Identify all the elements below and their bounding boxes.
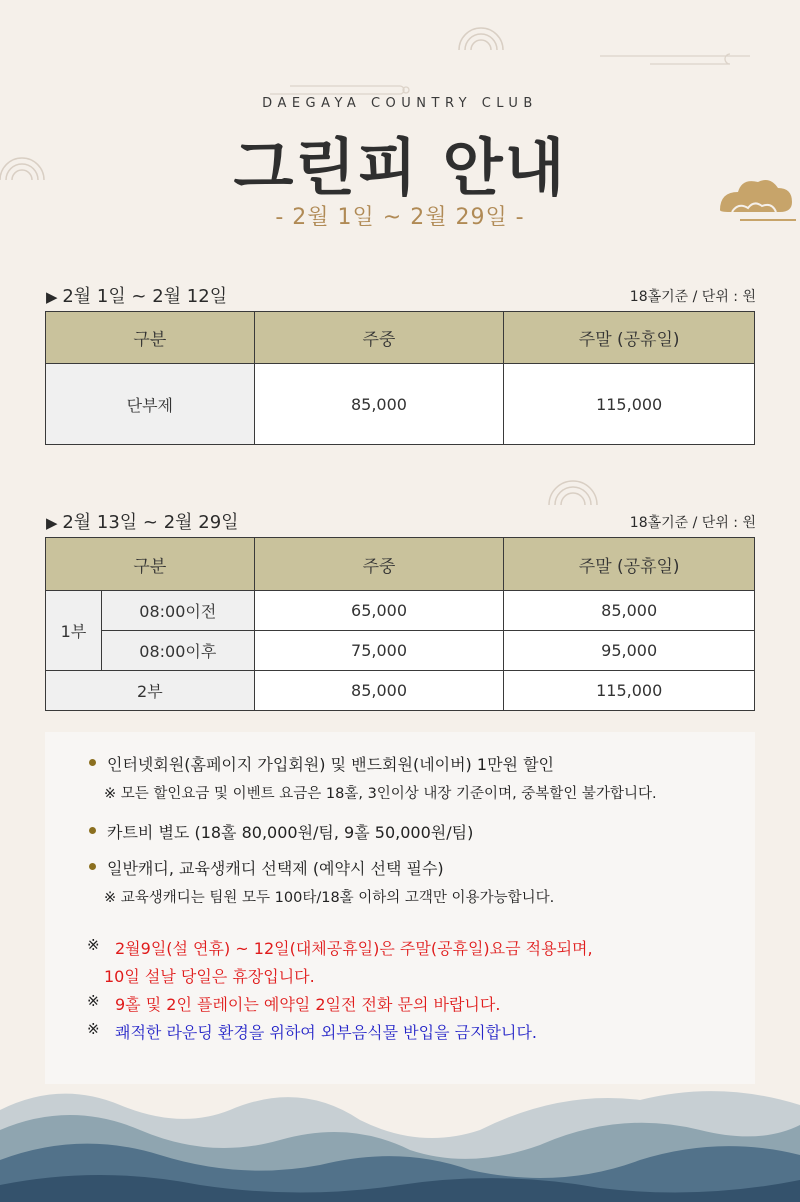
note-bullet-caddie: 일반캐디, 교육생캐디 선택제 (예약시 선택 필수): [107, 856, 444, 879]
section2-fee-table: [45, 537, 755, 711]
row-weekend-fee: 95,000: [504, 631, 755, 671]
header-weekend: 주말 (공휴일): [504, 312, 755, 364]
club-name: DAEGAYA COUNTRY CLUB: [262, 96, 538, 111]
table-row: [46, 364, 755, 445]
part1-cell: 1부: [46, 591, 102, 671]
header-weekday: 주중: [254, 312, 504, 364]
table-header-row: [46, 538, 755, 591]
reference-mark: ※: [87, 936, 100, 954]
row-weekday-fee: 85,000: [254, 364, 504, 445]
note-bullet-discount: 인터넷회원(홈페이지 가입회원) 및 밴드회원(네이버) 1만원 할인: [107, 752, 554, 775]
note-discount-detail: ※ 모든 할인요금 및 이벤트 요금은 18홀, 3인이상 내장 기준이며, 중복할인 불가합니다.: [104, 786, 657, 802]
section2-label: ▶ 2월 13일 ~ 2월 29일: [46, 512, 239, 533]
row-time: 08:00이후: [101, 631, 254, 671]
notice-outside-food: 쾌적한 라운딩 환경을 위하여 외부음식물 반입을 금지합니다.: [115, 1023, 538, 1042]
header-weekend: 주말 (공휴일): [504, 538, 755, 591]
row-weekend-fee: 85,000: [504, 591, 755, 631]
section1-header: [46, 282, 756, 308]
note-bullet-cart-fee: 카트비 별도 (18홀 80,000원/팀, 9홀 50,000원/팀): [107, 820, 473, 843]
row-weekend-fee: 115,000: [504, 364, 755, 445]
section2-header: [46, 508, 756, 534]
row-time: 08:00이전: [101, 591, 254, 631]
part2-cell: 2부: [46, 671, 255, 711]
row-weekday-fee: 85,000: [254, 671, 504, 711]
table-row: [46, 671, 755, 711]
section1-label: ▶ 2월 1일 ~ 2월 12일: [46, 286, 228, 307]
play-triangle-icon: ▶: [46, 288, 63, 306]
notice-holiday-line2: 10일 설날 당일은 휴장입니다.: [104, 967, 315, 986]
section2-unit: 18홀기준 / 단위 : 원: [629, 515, 756, 531]
table-row: [46, 591, 755, 631]
wave-pattern-top-right: [455, 20, 515, 50]
period-subtitle: - 2월 1일 ~ 2월 29일 -: [275, 205, 525, 230]
page-title: 그린피 안내: [233, 131, 567, 204]
play-triangle-icon: ▶: [46, 514, 63, 532]
wave-pattern-mid-right: [545, 475, 615, 505]
reference-mark: ※: [87, 1020, 100, 1038]
row-weekday-fee: 75,000: [254, 631, 504, 671]
section1-unit: 18홀기준 / 단위 : 원: [629, 289, 756, 305]
header-category: 구분: [46, 538, 255, 591]
row-category: 단부제: [46, 364, 255, 445]
notice-holiday-line1: 2월9일(설 연휴) ~ 12일(대체공휴일)은 주말(공휴일)요금 적용되며,: [115, 939, 593, 958]
section1-fee-table: [45, 311, 755, 445]
row-weekday-fee: 65,000: [254, 591, 504, 631]
table-header-row: [46, 312, 755, 364]
notice-9hole: 9홀 및 2인 플레이는 예약일 2일전 전화 문의 바랍니다.: [115, 995, 501, 1014]
notes-panel: [45, 732, 755, 1084]
header-weekday: 주중: [254, 538, 504, 591]
note-caddie-detail: ※ 교육생캐디는 팀원 모두 100타/18홀 이하의 고객만 이용가능합니다.: [104, 890, 555, 906]
reference-mark: ※: [87, 992, 100, 1010]
row-weekend-fee: 115,000: [504, 671, 755, 711]
header-category: 구분: [46, 312, 255, 364]
table-row: [46, 631, 755, 671]
